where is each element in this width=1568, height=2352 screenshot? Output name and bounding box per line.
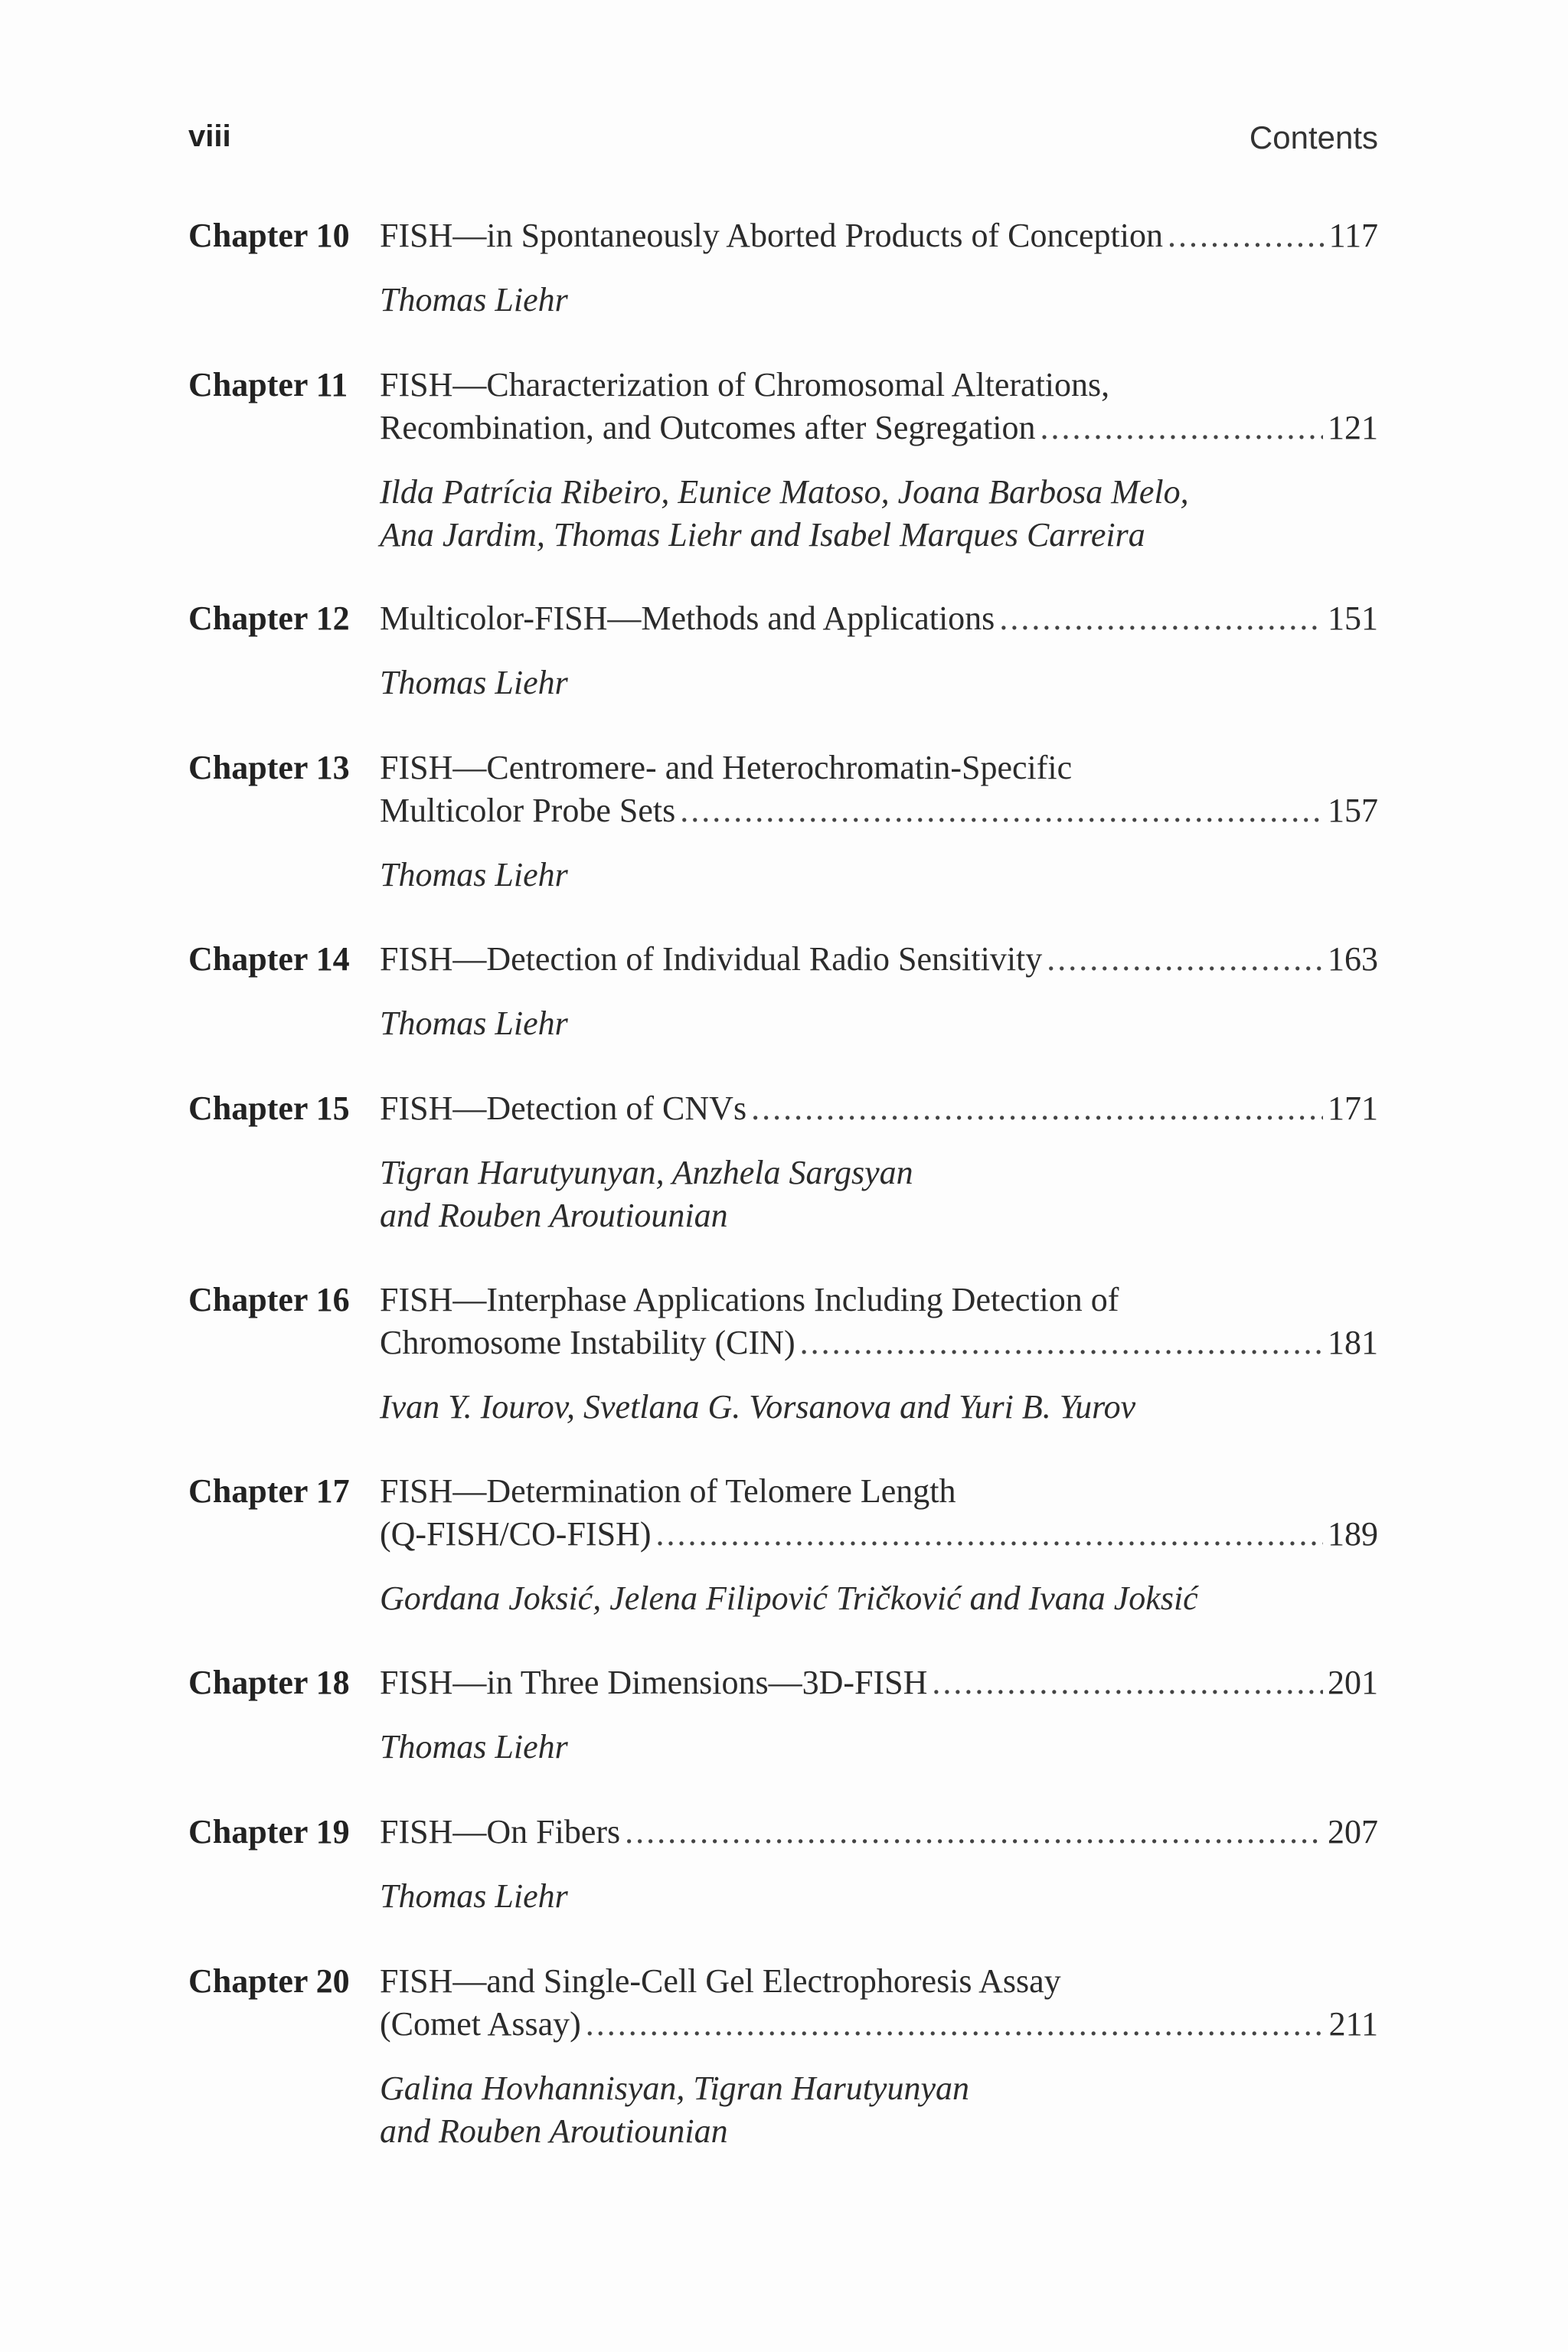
chapter-authors [380, 1875, 1378, 1918]
chapter-body [380, 1661, 1378, 1769]
chapter-label: Chapter 11 [188, 366, 348, 403]
dot-leader [999, 597, 1323, 640]
author-line: and Rouben Aroutiounian [380, 1197, 728, 1234]
chapter-title-line: (Comet Assay) [380, 2005, 581, 2043]
author-line: Thomas Liehr [380, 1004, 568, 1042]
chapter-page-number: 171 [1328, 1089, 1378, 1127]
chapter-title-line: (Q-FISH/CO-FISH) [380, 1515, 652, 1553]
chapter-title-line: FISH—Detection of Individual Radio Sensitivity [380, 940, 1043, 978]
chapter-page-number: 181 [1328, 1324, 1378, 1361]
chapter-title-line: FISH—Detection of CNVs [380, 1089, 747, 1127]
chapter-title-row [380, 597, 1378, 640]
chapter-authors [380, 1152, 1378, 1237]
chapter-body [380, 1470, 1378, 1620]
chapter-label: Chapter 10 [188, 217, 350, 254]
chapter-authors [380, 1386, 1378, 1429]
chapter-body [380, 214, 1378, 322]
chapter-title-line: FISH—On Fibers [380, 1813, 621, 1851]
chapter-title-row [380, 1661, 1378, 1704]
chapter-title-line: FISH—in Spontaneously Aborted Products of Conception [380, 217, 1163, 254]
dot-leader [1047, 938, 1323, 981]
chapter-page-number: 211 [1328, 2005, 1378, 2043]
chapter-body [380, 597, 1378, 704]
page-header [188, 119, 1378, 162]
chapter-page-number: 189 [1328, 1515, 1378, 1553]
dot-leader [932, 1661, 1323, 1704]
chapter-title-row [380, 407, 1378, 449]
page-number: viii [188, 119, 231, 153]
chapter-title-row [380, 1321, 1378, 1364]
chapter-authors [380, 1726, 1378, 1769]
author-line: Ilda Patrícia Ribeiro, Eunice Matoso, Joana Barbosa Melo, [380, 473, 1189, 511]
chapter-title-row [380, 1811, 1378, 1854]
chapter-label: Chapter 20 [188, 1962, 350, 2000]
dot-leader [586, 2003, 1325, 2046]
chapter-body [380, 1279, 1378, 1429]
chapter-body [380, 1811, 1378, 1918]
dot-leader [625, 1811, 1323, 1854]
chapter-body [380, 1087, 1378, 1237]
chapter-authors [380, 662, 1378, 704]
author-line: Thomas Liehr [380, 1728, 568, 1766]
chapter-page-number: 163 [1328, 940, 1378, 978]
chapter-label: Chapter 18 [188, 1664, 350, 1701]
chapter-title-row [380, 2003, 1378, 2046]
chapter-authors [380, 2067, 1378, 2153]
author-line: Thomas Liehr [380, 1877, 568, 1915]
chapter-title-line: FISH—in Three Dimensions—3D-FISH [380, 1664, 928, 1701]
chapter-title-line: FISH—and Single-Cell Gel Electrophoresis Assay [380, 1962, 1061, 2000]
chapter-page-number: 117 [1328, 217, 1378, 254]
author-line: Galina Hovhannisyan, Tigran Harutyunyan [380, 2069, 969, 2107]
chapter-page-number: 151 [1328, 599, 1378, 637]
dot-leader [655, 1513, 1323, 1556]
chapter-title-row [380, 1513, 1378, 1556]
chapter-title-line: Chromosome Instability (CIN) [380, 1324, 795, 1361]
author-line: Thomas Liehr [380, 664, 568, 701]
author-line: Thomas Liehr [380, 856, 568, 893]
chapter-body [380, 746, 1378, 897]
dot-leader [1040, 407, 1323, 449]
chapter-title-row [380, 1087, 1378, 1130]
running-head: Contents [1249, 119, 1378, 155]
chapter-title-line: FISH—Characterization of Chromosomal Alterations, [380, 366, 1110, 403]
chapter-label: Chapter 14 [188, 940, 350, 978]
chapter-label: Chapter 16 [188, 1281, 350, 1318]
chapter-title-row [380, 789, 1378, 832]
chapter-authors [380, 279, 1378, 322]
author-line: Tigran Harutyunyan, Anzhela Sargsyan [380, 1154, 913, 1191]
chapter-page-number: 157 [1328, 792, 1378, 829]
chapter-label: Chapter 12 [188, 599, 350, 637]
dot-leader [680, 789, 1323, 832]
author-line: Ana Jardim, Thomas Liehr and Isabel Marques Carreira [380, 516, 1145, 554]
chapter-title-line: Multicolor Probe Sets [380, 792, 676, 829]
chapter-title-row [380, 938, 1378, 981]
chapter-title-line: Recombination, and Outcomes after Segregation [380, 409, 1036, 446]
chapter-page-number: 207 [1328, 1813, 1378, 1851]
chapter-body [380, 1960, 1378, 2153]
dot-leader [751, 1087, 1323, 1130]
author-line: Gordana Joksić, Jelena Filipović Tričković and Ivana Joksić [380, 1579, 1198, 1617]
chapter-authors [380, 1002, 1378, 1045]
chapter-label: Chapter 19 [188, 1813, 350, 1851]
chapter-title-row [380, 214, 1378, 257]
chapter-label: Chapter 13 [188, 749, 350, 786]
chapter-label: Chapter 15 [188, 1089, 350, 1127]
chapter-page-number: 121 [1328, 409, 1378, 446]
author-line: and Rouben Aroutiounian [380, 2112, 728, 2150]
author-line: Thomas Liehr [380, 281, 568, 318]
chapter-body [380, 364, 1378, 557]
chapter-authors [380, 471, 1378, 557]
chapter-title-line: Multicolor-FISH—Methods and Applications [380, 599, 995, 637]
dot-leader [1168, 214, 1325, 257]
chapter-label: Chapter 17 [188, 1472, 350, 1510]
chapter-page-number: 201 [1328, 1664, 1378, 1701]
chapter-authors [380, 854, 1378, 897]
chapter-title-line: FISH—Centromere- and Heterochromatin-Specific [380, 749, 1073, 786]
chapter-authors [380, 1577, 1378, 1620]
dot-leader [800, 1321, 1323, 1364]
author-line: Ivan Y. Iourov, Svetlana G. Vorsanova and Yuri B. Yurov [380, 1388, 1136, 1426]
chapter-title-line: FISH—Determination of Telomere Length [380, 1472, 956, 1510]
chapter-body [380, 938, 1378, 1045]
chapter-title-line: FISH—Interphase Applications Including Detection of [380, 1281, 1119, 1318]
